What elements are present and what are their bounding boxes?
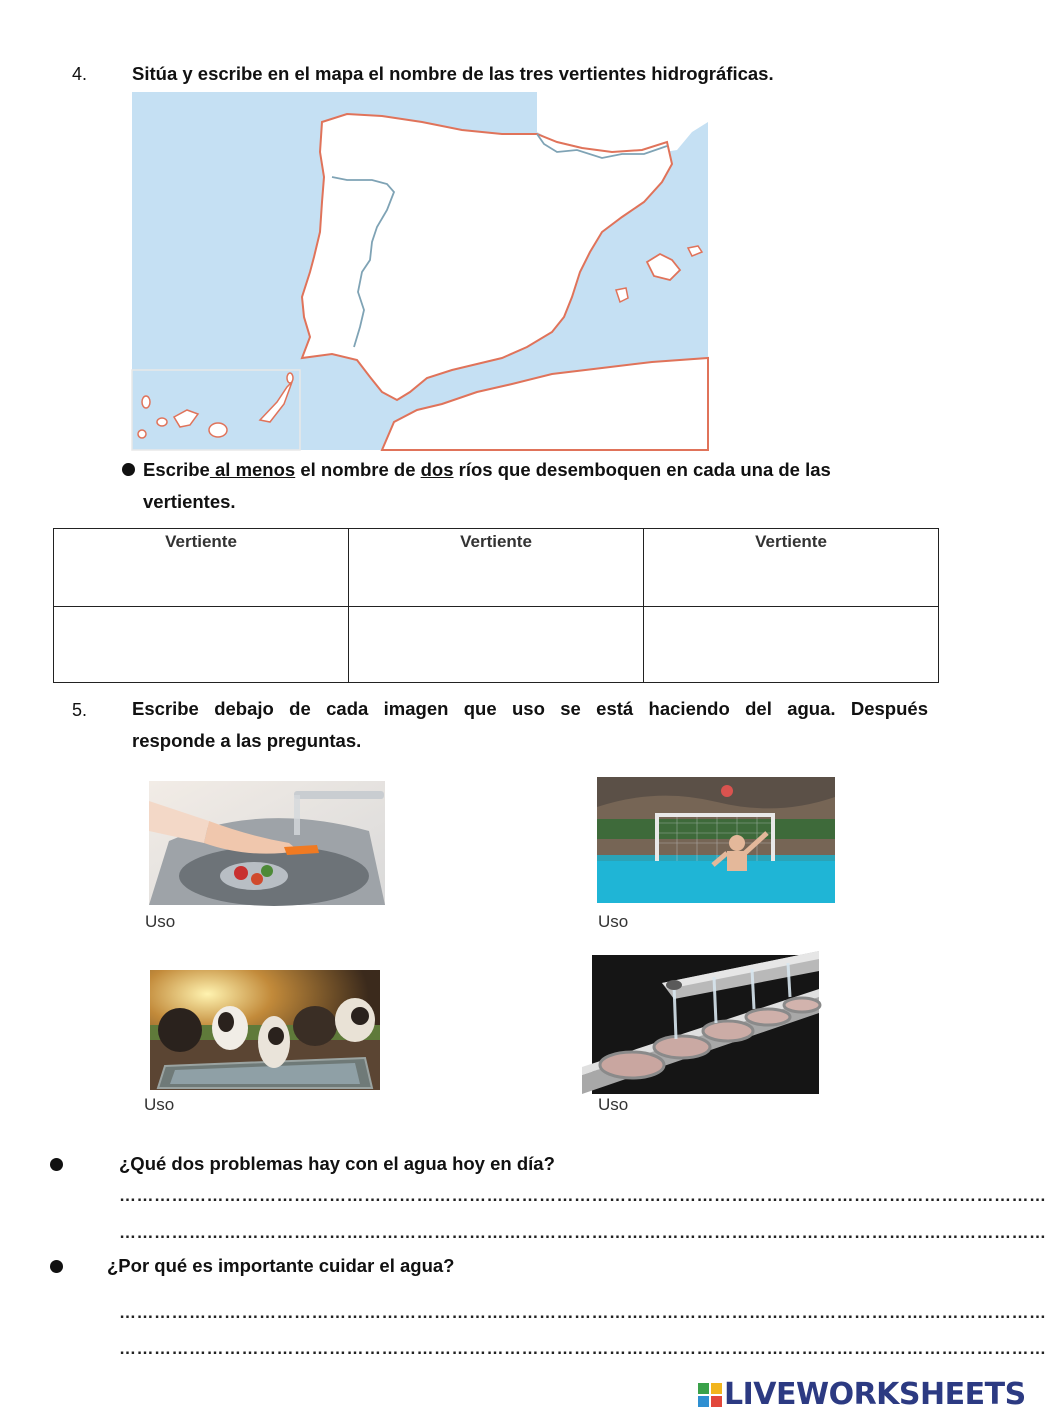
answer-line[interactable]: ……………………………………………………………………………………………………………………………………………	[119, 1303, 1047, 1322]
uso-label-2: Uso	[598, 912, 629, 931]
table-row	[54, 607, 939, 683]
image-washing-vegetables	[149, 781, 385, 905]
table-header-cell[interactable]	[349, 529, 644, 607]
vertientes-table	[53, 528, 939, 683]
instruction-underline-dos: dos	[420, 459, 454, 480]
vertiente-header-3: Vertiente	[755, 532, 827, 551]
question-water-problems: ¿Qué dos problemas hay con el agua hoy en día?	[119, 1153, 555, 1174]
instruction-part-6: vertientes.	[143, 491, 236, 512]
washing-photo-svg	[149, 781, 385, 905]
vertiente-header-1: Vertiente	[165, 532, 237, 551]
answer-line[interactable]: ……………………………………………………………………………………………………………………………………………	[119, 1186, 1047, 1205]
instruction-text	[143, 454, 928, 518]
uso-label-4: Uso	[598, 1095, 629, 1114]
iberian-peninsula-map[interactable]	[132, 92, 708, 450]
question-4-number: 4.	[72, 64, 88, 84]
liveworksheets-logo-icon	[698, 1383, 722, 1407]
instruction-part-5: ríos que desemboquen en cada una de las	[453, 459, 831, 480]
liveworksheets-logo	[698, 1377, 1026, 1412]
bullet-icon	[122, 463, 135, 476]
waterpolo-photo-svg	[597, 777, 835, 903]
uso-label-1: Uso	[145, 912, 176, 931]
question-5-line-2: responde a las preguntas.	[132, 730, 362, 751]
uso-label-3: Uso	[144, 1095, 175, 1114]
table-header-cell[interactable]	[54, 529, 349, 607]
answer-line[interactable]: ……………………………………………………………………………………………………………………………………………	[119, 1339, 1047, 1358]
liveworksheets-logo-text: LIVEWORKSHEETS	[724, 1377, 1026, 1412]
question-5-line-1: Escribe debajo de cada imagen que uso se está haciendo del agua. Después	[132, 698, 928, 719]
instruction-underline-al-menos: al menos	[209, 459, 296, 480]
vertiente-header-2: Vertiente	[460, 532, 532, 551]
table-header-cell[interactable]	[644, 529, 939, 607]
question-5-number: 5.	[72, 700, 88, 720]
table-answer-cell[interactable]	[54, 607, 349, 683]
question-4-title: Sitúa y escribe en el mapa el nombre de las tres vertientes hidrográficas.	[132, 63, 774, 84]
map-svg	[132, 92, 708, 450]
image-water-polo	[597, 777, 835, 903]
answer-line[interactable]: ……………………………………………………………………………………………………………………………………………	[119, 1223, 1047, 1242]
instruction-part-3: el nombre de	[295, 459, 421, 480]
bullet-icon	[50, 1260, 63, 1273]
table-row	[54, 529, 939, 607]
image-cows-drinking	[150, 970, 380, 1090]
industrial-photo-svg	[592, 955, 819, 1094]
bullet-icon	[50, 1158, 63, 1171]
question-why-care-water: ¿Por qué es importante cuidar el agua?	[107, 1255, 455, 1276]
image-industrial-pouring	[592, 955, 819, 1094]
cows-photo-svg	[150, 970, 380, 1090]
table-answer-cell[interactable]	[644, 607, 939, 683]
table-answer-cell[interactable]	[349, 607, 644, 683]
instruction-part-1: Escribe	[143, 459, 210, 480]
